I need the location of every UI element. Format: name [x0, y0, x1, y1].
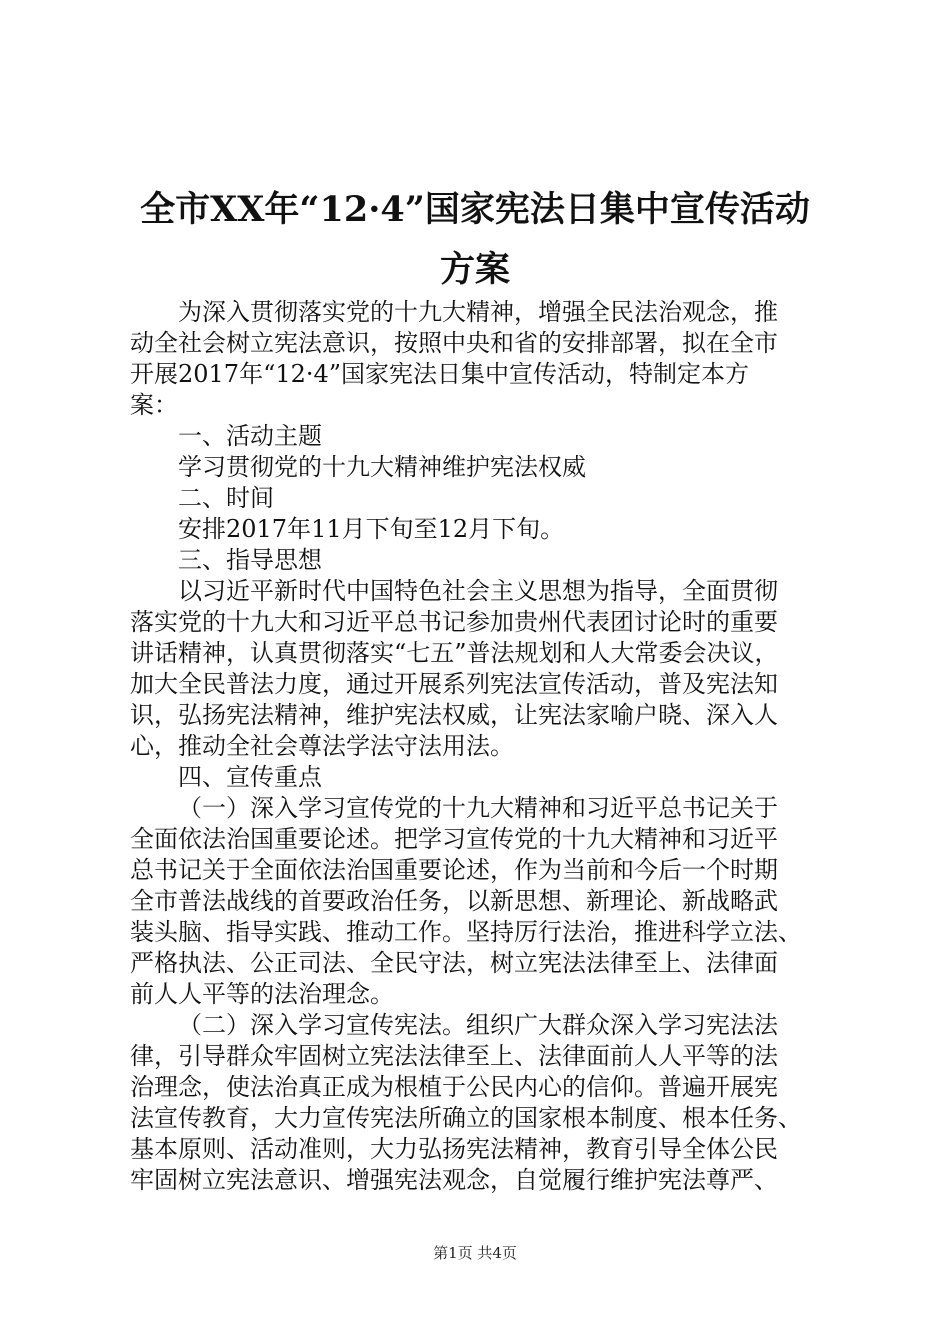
- document-title-line-1: 全市XX年“12·4”国家宪法日集中宣传活动: [140, 189, 810, 230]
- paragraph-line: 动全社会树立宪法意识，按照中央和省的安排部署，拟在全市: [130, 329, 778, 357]
- paragraph-line: 律，引导群众牢固树立宪法法律至上、法律面前人人平等的法: [130, 1042, 778, 1070]
- paragraph-line: 前人人平等的法治理念。: [130, 980, 394, 1008]
- paragraph-line: 基本原则、活动准则，大力弘扬宪法精神，教育引导全体公民: [130, 1135, 778, 1163]
- paragraph-line: 心，推动全社会尊法学法守法用法。: [130, 732, 514, 760]
- page-number-footer: 第1页 共4页: [433, 1244, 517, 1262]
- paragraph-line: （一）深入学习宣传党的十九大精神和习近平总书记关于: [178, 794, 778, 822]
- paragraph-line: 识，弘扬宪法精神，维护宪法权威，让宪法家喻户晓、深入人: [130, 701, 778, 729]
- paragraph-line: 严格执法、公正司法、全民守法，树立宪法法律至上、法律面: [130, 949, 778, 977]
- section-heading: 四、宣传重点: [178, 763, 322, 791]
- section-heading: 一、活动主题: [178, 422, 322, 450]
- paragraph-line: 开展2017年“12·4”国家宪法日集中宣传活动，特制定本方: [130, 360, 750, 388]
- paragraph-line: 加大全民普法力度，通过开展系列宪法宣传活动，普及宪法知: [130, 670, 778, 698]
- paragraph-line: 治理念，使法治真正成为根植于公民内心的信仰。普遍开展宪: [130, 1073, 778, 1101]
- paragraph-line: 为深入贯彻落实党的十九大精神，增强全民法治观念，推: [178, 298, 778, 326]
- paragraph-line: 装头脑、指导实践、推动工作。坚持厉行法治，推进科学立法、: [130, 918, 802, 946]
- document-title-line-2: 方案: [439, 249, 510, 290]
- paragraph-line: 安排2017年11月下旬至12月下旬。: [178, 515, 565, 543]
- paragraph-line: 总书记关于全面依法治国重要论述，作为当前和今后一个时期: [130, 856, 778, 884]
- paragraph-line: 全面依法治国重要论述。把学习宣传党的十九大精神和习近平: [130, 825, 778, 853]
- section-heading: 二、时间: [178, 484, 274, 512]
- paragraph-line: 牢固树立宪法意识、增强宪法观念，自觉履行维护宪法尊严、: [130, 1166, 778, 1194]
- paragraph-line: （二）深入学习宣传宪法。组织广大群众深入学习宪法法: [178, 1011, 778, 1039]
- paragraph-line: 学习贯彻党的十九大精神维护宪法权威: [178, 453, 586, 481]
- paragraph-line: 讲话精神，认真贯彻落实“七五”普法规划和人大常委会决议，: [130, 639, 779, 667]
- paragraph-line: 以习近平新时代中国特色社会主义思想为指导，全面贯彻: [178, 577, 778, 605]
- section-heading: 三、指导思想: [178, 546, 322, 574]
- paragraph-line: 案：: [130, 391, 178, 419]
- paragraph-line: 全市普法战线的首要政治任务，以新思想、新理论、新战略武: [130, 887, 778, 915]
- paragraph-line: 落实党的十九大和习近平总书记参加贵州代表团讨论时的重要: [130, 608, 778, 636]
- paragraph-line: 法宣传教育，大力宣传宪法所确立的国家根本制度、根本任务、: [130, 1104, 802, 1132]
